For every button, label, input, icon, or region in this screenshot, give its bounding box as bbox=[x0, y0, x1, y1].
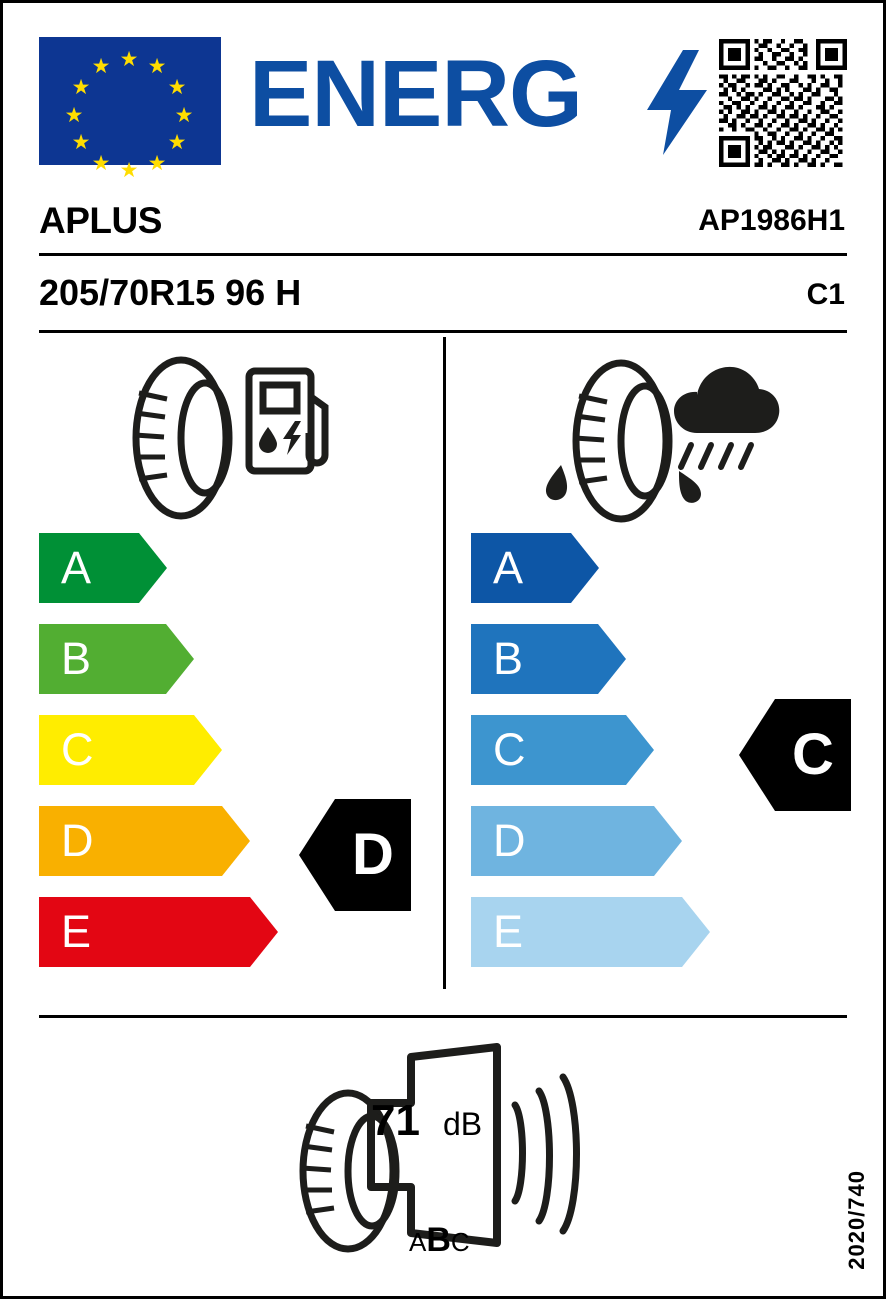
qr-code-icon bbox=[719, 39, 847, 167]
tyre-size: 205/70R15 96 H bbox=[39, 272, 302, 313]
regulation-reference: 2020/740 bbox=[844, 1170, 869, 1270]
column-divider bbox=[443, 337, 446, 989]
divider-top bbox=[39, 253, 847, 256]
grade-letter: C bbox=[61, 724, 94, 775]
brand-name: APLUS bbox=[39, 200, 162, 241]
divider-second bbox=[39, 330, 847, 333]
grade-letter: E bbox=[493, 906, 524, 957]
noise-class-b-selected: B bbox=[426, 1221, 451, 1259]
fuel-pump-tyre-icon bbox=[123, 353, 333, 523]
grade-letter: B bbox=[61, 633, 92, 684]
noise-class-c: C bbox=[450, 1227, 470, 1257]
grade-letter: A bbox=[61, 542, 92, 593]
grade-letter: D bbox=[61, 815, 94, 866]
grade-letter: B bbox=[493, 633, 524, 684]
lightning-bolt-icon bbox=[647, 50, 707, 155]
tyre-class: C1 bbox=[806, 278, 845, 311]
grade-letter: E bbox=[61, 906, 92, 957]
fuel-rating-value: D bbox=[352, 822, 394, 887]
noise-class-scale bbox=[409, 1221, 470, 1259]
model-code: AP1986H1 bbox=[698, 204, 845, 237]
grade-letter: D bbox=[493, 815, 526, 866]
eu-flag-icon: ★ ★ ★ ★ ★ ★ ★ ★ ★ ★ ★ ★ bbox=[39, 37, 221, 165]
noise-unit: dB bbox=[443, 1106, 483, 1142]
page-title: ENERG bbox=[249, 41, 582, 147]
wet-rating-value: C bbox=[792, 722, 834, 787]
grade-letter: A bbox=[493, 542, 524, 593]
noise-class-a: A bbox=[409, 1227, 427, 1257]
grade-letter: C bbox=[493, 724, 526, 775]
wet-grip-rating bbox=[739, 699, 851, 811]
fuel-efficiency-rating bbox=[299, 799, 411, 911]
rain-cloud-tyre-icon bbox=[531, 353, 781, 523]
noise-value: 71 bbox=[371, 1096, 420, 1145]
divider-noise bbox=[39, 1015, 847, 1018]
